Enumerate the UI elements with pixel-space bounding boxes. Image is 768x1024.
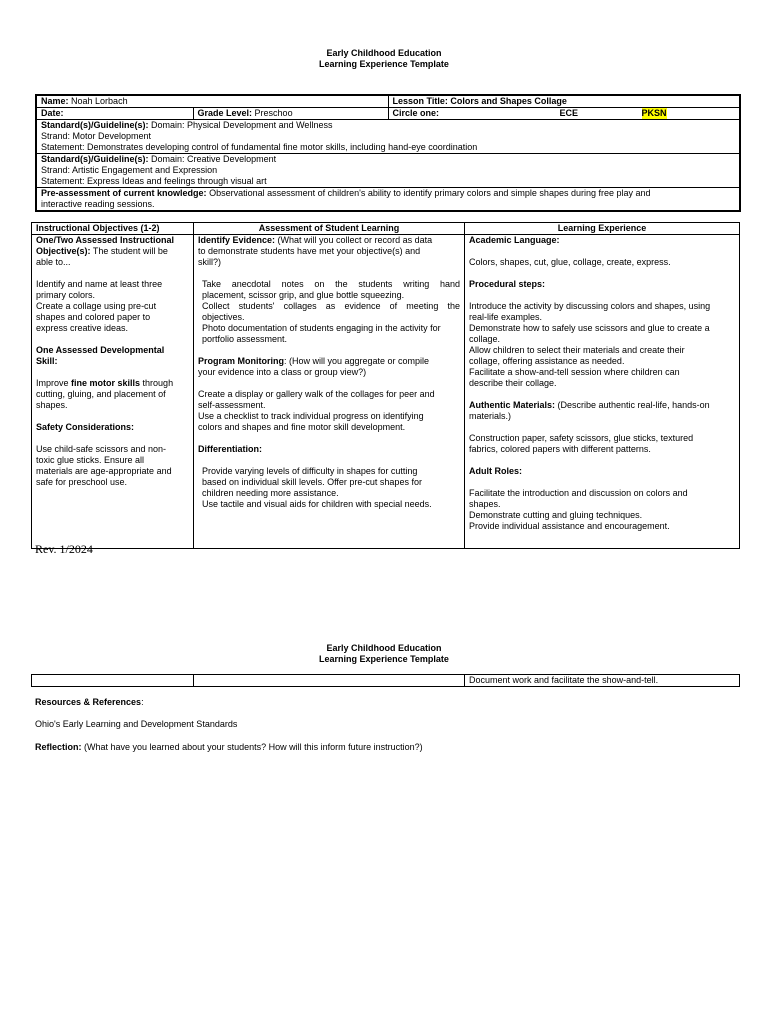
assessed-label: One/Two Assessed Instructional [36, 235, 175, 245]
standard1-statement: Statement: Demonstrates developing control of fundamental fine motor skills, including hand-eye coordination [41, 142, 478, 152]
reflection-label: Reflection: [35, 742, 82, 752]
evidence-question-2: to demonstrate students have met your objective(s) and [198, 246, 421, 256]
monitoring-question-2: your evidence into a class or group view?) [198, 367, 367, 377]
procedural-line-5: Allow children to select their materials and create their [469, 345, 685, 355]
continued-col1 [32, 675, 194, 687]
lesson-title-cell [388, 95, 740, 108]
continued-col3: Document work and facilitate the show-and-tell. [465, 675, 740, 687]
monitoring-label: Program Monitoring [198, 356, 284, 366]
materials-line-1: Construction paper, safety scissors, glue sticks, textured [469, 433, 694, 443]
procedural-line-2: real-life examples. [469, 312, 543, 322]
date-row [36, 108, 740, 120]
differentiation-line-1: Provide varying levels of difficulty in shapes for cutting [202, 466, 418, 476]
assessed-intro-b: able to... [36, 257, 71, 267]
preassess-line-2: interactive reading sessions. [41, 199, 155, 209]
procedural-line-1: Introduce the activity by discussing colors and shapes, using [469, 301, 711, 311]
standard1-cell [36, 120, 740, 154]
revision-note: Rev. 1/2024 [35, 542, 93, 556]
standard2-strand: Strand: Artistic Engagement and Expression [41, 165, 218, 175]
safety-line-1: Use child-safe scissors and non- [36, 444, 167, 454]
safety-line-3: materials are age-appropriate and [36, 466, 172, 476]
name-label: Name: [41, 96, 69, 106]
evidence-question-3: skill?) [198, 257, 222, 267]
procedural-line-4: collage. [469, 334, 501, 344]
grade-label: Grade Level: [197, 108, 253, 118]
evidence-line-2: placement, scissor grip, and glue bottle squeezing. [202, 290, 405, 300]
standard1-label: Standard(s)/Guideline(s): [41, 120, 149, 130]
dev-line-2: cutting, gluing, and placement of [36, 389, 166, 399]
continued-table [31, 674, 740, 687]
procedural-line-7: Facilitate a show-and-tell session where children can [469, 367, 680, 377]
adult-roles-label: Adult Roles: [469, 466, 522, 476]
name-value: Noah Lorbach [71, 96, 128, 106]
academic-language-value: Colors, shapes, cut, glue, collage, create, express. [469, 257, 671, 267]
objective-line-2: primary colors. [36, 290, 96, 300]
authentic-question-2: materials.) [469, 411, 512, 421]
monitoring-question-1: : (How will you aggregate or compile [284, 356, 430, 366]
differentiation-line-2: based on individual skill levels. Offer pre-cut shapes for [202, 477, 422, 487]
grade-cell [193, 108, 388, 120]
header-table [35, 94, 741, 212]
safety-line-2: toxic glue sticks. Ensure all [36, 455, 145, 465]
monitoring-line-4: colors and shapes and fine motor skill development. [198, 422, 406, 432]
dev-line-1b: fine motor skills [71, 378, 141, 388]
monitoring-line-2: self-assessment. [198, 400, 266, 410]
objective-line-3: Create a collage using pre-cut [36, 301, 157, 311]
column-header-row [32, 223, 740, 235]
resources-heading [35, 697, 144, 708]
page2-title-line-2: Learning Experience Template [319, 654, 449, 664]
preassessment-cell [36, 188, 740, 212]
grade-value: Preschoo [254, 108, 293, 118]
assessed-label-2: Objective(s): [36, 246, 91, 256]
circle-cell [388, 108, 740, 120]
evidence-question-1: (What will you collect or record as data [275, 235, 433, 245]
standard2-row [36, 154, 740, 188]
developmental-label-2: Skill: [36, 356, 58, 366]
monitoring-line-3: Use a checklist to track individual progress on identifying [198, 411, 424, 421]
date-label: Date: [41, 108, 64, 118]
preassess-line-1: Observational assessment of children's ability to identify primary colors and simple shapes during free play and [209, 188, 651, 198]
adult-line-1: Facilitate the introduction and discussion on colors and [469, 488, 688, 498]
date-cell [36, 108, 193, 120]
adult-line-3: Demonstrate cutting and gluing techniques. [469, 510, 643, 520]
continued-row [32, 675, 740, 687]
evidence-label: Identify Evidence: [198, 235, 276, 245]
lesson-title-value: Colors and Shapes Collage [450, 96, 567, 106]
name-cell [36, 95, 388, 108]
procedural-steps-label: Procedural steps: [469, 279, 546, 289]
materials-line-2: fabrics, colored papers with different patterns. [469, 444, 651, 454]
standard1-row [36, 120, 740, 154]
col3-header: Learning Experience [465, 223, 740, 235]
title-line-2: Learning Experience Template [319, 59, 449, 69]
evidence-line-1: Take anecdotal notes on the students writing hand [202, 279, 460, 289]
dev-line-3: shapes. [36, 400, 68, 410]
standard2-cell [36, 154, 740, 188]
procedural-line-3: Demonstrate how to safely use scissors and glue to create a [469, 323, 710, 333]
circle-option-pksn: PKSN [641, 108, 667, 118]
differentiation-label: Differentiation: [198, 444, 262, 454]
page2-title [0, 643, 768, 665]
resources-value: Ohio's Early Learning and Development Standards [35, 719, 238, 729]
evidence-line-4: objectives. [202, 312, 245, 322]
page-title [0, 48, 768, 70]
procedural-line-6: collage, offering assistance as needed. [469, 356, 625, 366]
col2-header: Assessment of Student Learning [194, 223, 465, 235]
circle-option-ece: ECE [559, 108, 579, 118]
differentiation-line-4: Use tactile and visual aids for children with special needs. [202, 499, 432, 509]
objectives-cell [32, 235, 194, 549]
objective-line-4: shapes and colored paper to [36, 312, 151, 322]
safety-line-4: safe for preschool use. [36, 477, 128, 487]
continued-col2 [194, 675, 465, 687]
standard2-statement: Statement: Express Ideas and feelings through visual art [41, 176, 267, 186]
evidence-line-6: portfolio assessment. [202, 334, 288, 344]
evidence-line-3: Collect students' collages as evidence of meeting the [202, 301, 460, 311]
standard1-domain: Domain: Physical Development and Wellness [151, 120, 333, 130]
assessment-cell [194, 235, 465, 549]
standard1-strand: Strand: Motor Development [41, 131, 152, 141]
dev-line-1c: through [140, 378, 174, 388]
main-table [31, 222, 740, 549]
authentic-question-1: (Describe authentic real-life, hands-on [555, 400, 710, 410]
dev-line-1a: Improve [36, 378, 72, 388]
academic-language-label: Academic Language: [469, 235, 560, 245]
name-row [36, 95, 740, 108]
circle-label: Circle one: [392, 108, 440, 118]
preassessment-row [36, 188, 740, 212]
objective-line-1: Identify and name at least three [36, 279, 163, 289]
content-row [32, 235, 740, 549]
reflection-block [35, 742, 423, 753]
monitoring-line-1: Create a display or gallery walk of the collages for peer and [198, 389, 435, 399]
col1-header: Instructional Objectives (1-2) [32, 223, 194, 235]
standard2-domain: Domain: Creative Development [151, 154, 277, 164]
experience-cell [465, 235, 740, 549]
resources-colon: : [141, 697, 144, 707]
reflection-text: (What have you learned about your students? How will this inform future instruction?) [81, 742, 423, 752]
procedural-line-8: describe their collage. [469, 378, 557, 388]
page2-title-line-1: Early Childhood Education [326, 643, 442, 653]
developmental-label-1: One Assessed Developmental [36, 345, 165, 355]
authentic-materials-label: Authentic Materials: [469, 400, 556, 410]
assessed-intro-a: The student will be [90, 246, 168, 256]
title-line-1: Early Childhood Education [326, 48, 442, 58]
objective-line-5: express creative ideas. [36, 323, 129, 333]
standard2-label: Standard(s)/Guideline(s): [41, 154, 149, 164]
adult-line-4: Provide individual assistance and encouragement. [469, 521, 670, 531]
lesson-title-label: Lesson Title: [392, 96, 448, 106]
evidence-line-5: Photo documentation of students engaging in the activity for [202, 323, 441, 333]
resources-label: Resources & References [35, 697, 142, 707]
safety-label: Safety Considerations: [36, 422, 135, 432]
adult-line-2: shapes. [469, 499, 501, 509]
differentiation-line-3: children needing more assistance. [202, 488, 339, 498]
preassess-label: Pre-assessment of current knowledge: [41, 188, 207, 198]
